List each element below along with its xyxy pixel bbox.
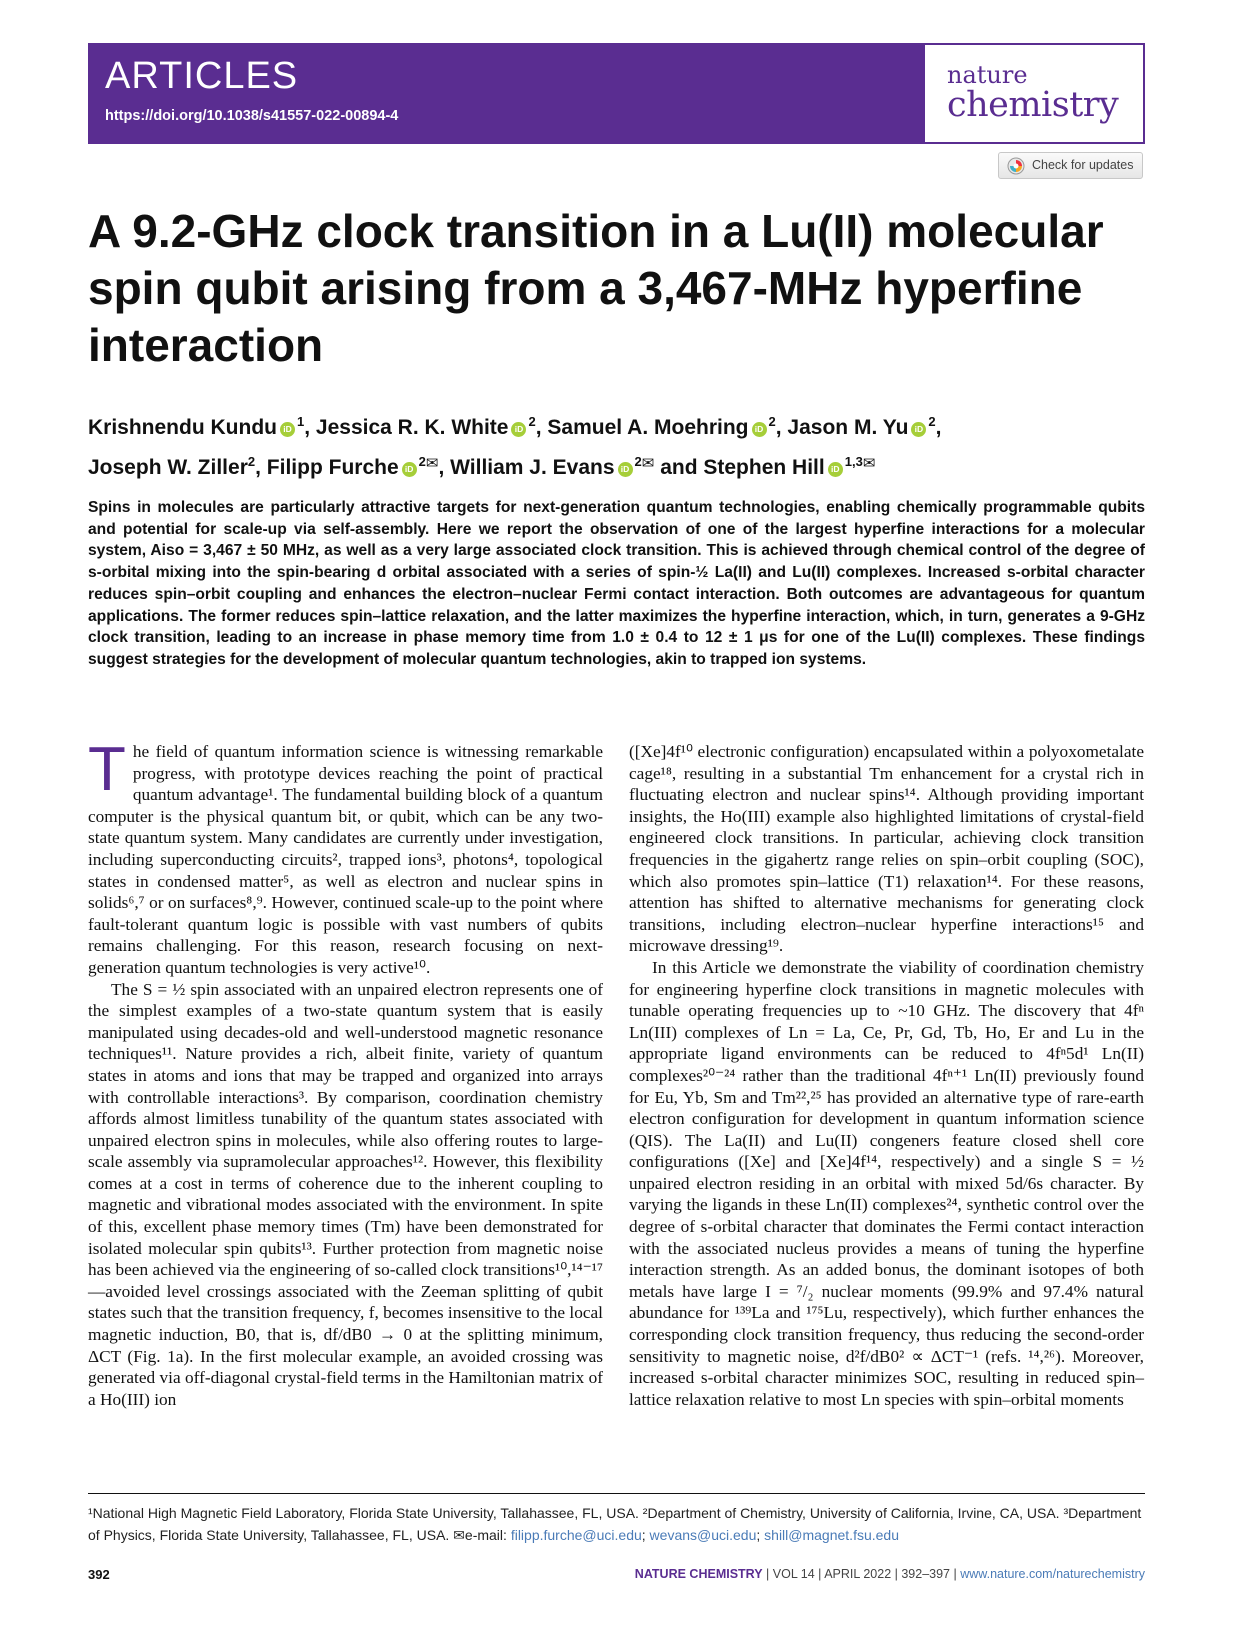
- journal-logo[interactable]: [925, 45, 1143, 142]
- author-name: Joseph W. Ziller: [88, 456, 248, 479]
- author-name: Jessica R. K. White: [315, 416, 509, 439]
- journal-url[interactable]: www.nature.com/naturechemistry: [960, 1567, 1145, 1581]
- body-paragraph: ([Xe]4f¹⁰ electronic configuration) encapsulated within a polyoxometalate cage¹⁸, resulting in a substantial Tm enhancement for a crystal rich in fluctuating electron and nuclear spins¹⁴. Although providing important insights, the Ho(III) example also highlighted limitations of crystal-field engineered clock transitions. In particular, achieving clock transition frequencies in the gigahertz range relies on spin–orbit coupling (SOC), which also promotes spin–lattice (T1) relaxation¹⁴. For these reasons, attention has shifted to alternative mechanisms for generating clock transitions, including electron–nuclear hyperfine interactions¹⁵ and microwave dressing¹⁹.: [629, 742, 1144, 956]
- crossmark-icon: [1007, 157, 1025, 175]
- orcid-icon[interactable]: iD: [828, 462, 843, 477]
- author-separator: ,: [438, 456, 445, 479]
- abstract-text: Spins in molecules are particularly attractive targets for next-generation quantum technologies, enabling chemically programmable qubits and potential for scale-up via self-assembly. Here we report the observation of one of the largest hyperfine interactions for a molecular system, Aiso = 3,467 ± 50 MHz, as well as a very large associated clock transition. This is achieved through chemical control of the degree of s-orbital mixing into the spin-bearing d orbital associated with a series of spin-½ La(II) and Lu(II) complexes. Increased s-orbital character reduces spin–orbit coupling and enhances the electron–nuclear Fermi contact interaction. Both outcomes are advantageous for quantum applications. The former reduces spin–lattice relaxation, and the latter maximizes the hyperfine interaction, which, in turn, generates a 9-GHz clock transition, leading to an increase in phase memory time from 1.0 ± 0.4 to 12 ± 1 μs for one of the Lu(II) complexes. These findings suggest strategies for the development of molecular quantum technologies, akin to trapped ion systems.: [88, 499, 1145, 668]
- orcid-icon[interactable]: iD: [511, 422, 526, 437]
- author-name: Samuel A. Moehring: [547, 416, 749, 439]
- check-for-updates-label: Check for updates: [1032, 158, 1134, 172]
- body-column-right: [629, 741, 1144, 1410]
- author-separator: ,: [935, 416, 942, 439]
- author-item[interactable]: [316, 416, 542, 439]
- journal-name: NATURE CHEMISTRY: [634, 1567, 763, 1581]
- body-paragraph: [88, 735, 603, 979]
- author-affiliation: 2: [247, 454, 256, 469]
- affiliations-text: ¹National High Magnetic Field Laboratory, Florida State University, Tallahassee, FL, USA. ²Department of Chemistry, University of California, Irvine, CA, USA. ³Department of Physics, Florida State University, Tallahassee, FL, USA. ✉e-mail:: [88, 1505, 1142, 1543]
- author-item[interactable]: [267, 456, 445, 479]
- author-item[interactable]: [547, 416, 781, 439]
- email-link[interactable]: shill@magnet.fsu.edu: [764, 1527, 899, 1543]
- author-name: Krishnendu Kundu: [88, 416, 277, 439]
- author-affiliation: 2: [418, 454, 426, 469]
- author-affiliation: 2: [528, 414, 536, 429]
- journal-footer: [635, 1567, 1145, 1581]
- email-link[interactable]: filipp.furche@uci.edu: [510, 1527, 642, 1543]
- logo-word-chemistry: chemistry: [947, 85, 1119, 125]
- body-column-left: [88, 735, 603, 1410]
- orcid-icon[interactable]: iD: [911, 422, 926, 437]
- author-affiliation: 2: [768, 414, 776, 429]
- section-label: ARTICLES: [105, 55, 299, 97]
- author-item[interactable]: [787, 416, 941, 439]
- author-name: Filipp Furche: [266, 456, 399, 479]
- author-separator: ,: [304, 416, 311, 439]
- envelope-icon[interactable]: ✉: [862, 455, 876, 472]
- orcid-icon[interactable]: iD: [402, 462, 417, 477]
- envelope-icon[interactable]: ✉: [425, 455, 439, 472]
- orcid-icon[interactable]: iD: [752, 422, 767, 437]
- article-title: A 9.2-GHz clock transition in a Lu(II) molecular spin qubit arising from a 3,467-MHz hyperfine interaction: [88, 205, 1104, 371]
- author-affiliation: 1: [296, 414, 305, 429]
- author-affiliation: 2: [928, 414, 936, 429]
- doi-link[interactable]: https://doi.org/10.1038/s41557-022-00894-4: [105, 108, 399, 124]
- drop-cap: T: [88, 735, 126, 804]
- author-item[interactable]: [703, 456, 875, 479]
- author-affiliation: 1,3: [844, 454, 863, 469]
- author-item[interactable]: [88, 456, 261, 479]
- footnote-divider: [88, 1493, 1145, 1494]
- journal-citation: | VOL 14 | APRIL 2022 | 392–397 |: [762, 1567, 961, 1581]
- affiliations-footnote: ¹National High Magnetic Field Laboratory, Florida State University, Tallahassee, FL, USA. ²Department of Chemistry, University of California, Irvine, CA, USA. ³Department of Physics, Florida State University, Tallahassee, FL, USA. ✉e-mail: filipp.furche@uci.edu; wevans@uci.edu; shill@magnet.fsu.edu: [88, 1505, 1142, 1543]
- envelope-icon[interactable]: ✉: [641, 455, 655, 472]
- check-for-updates-button[interactable]: [998, 152, 1143, 179]
- orcid-icon[interactable]: iD: [280, 422, 295, 437]
- author-name: William J. Evans: [450, 456, 615, 479]
- author-item[interactable]: [450, 456, 654, 479]
- page-number: 392: [88, 1567, 110, 1582]
- author-affiliation: 2: [634, 454, 642, 469]
- logo-word-nature: nature: [947, 61, 1028, 89]
- author-list: [88, 405, 1148, 485]
- author-name: Jason M. Yu: [787, 416, 909, 439]
- body-paragraph: The S = ½ spin associated with an unpaired electron represents one of the simplest examples of a two-state quantum system that is easily manipulated using decades-old and well-understood magnetic resonance techniques¹¹. Nature provides a rich, albeit finite, variety of quantum states in atoms and ions that may be trapped and organized into arrays with controllable interactions³. By comparison, coordination chemistry affords almost limitless tunability of the quantum states associated with unpaired electron spins in molecules, while also offering routes to large-scale assembly via supramolecular approaches¹². However, this flexibility comes at a cost in terms of coherence due to the inherent coupling to magnetic and vibrational modes associated with the environment. In spite of this, excellent phase memory times (Tm) have been demonstrated for isolated molecular spin qubits¹³. Further protection from magnetic noise has been achieved via the engineering of so-called clock transitions¹⁰,¹⁴⁻¹⁷—avoided level crossings associated with the Zeeman splitting of qubit states such that the transition frequency, f, becomes insensitive to the local magnetic induction, B0, that is, df/dB0 → 0 at the splitting minimum, ΔCT (Fig. 1a). In the first molecular example, an avoided crossing was generated via off-diagonal crystal-field terms in the Hamiltonian matrix of a Ho(III) ion: [88, 979, 603, 1409]
- abstract: [88, 497, 1145, 671]
- author-separator: ,: [775, 416, 782, 439]
- email-link[interactable]: wevans@uci.edu: [649, 1527, 757, 1543]
- orcid-icon[interactable]: iD: [618, 462, 633, 477]
- author-conjunction: and: [660, 456, 698, 479]
- header-banner: [88, 43, 1145, 144]
- body-paragraph: In this Article we demonstrate the viability of coordination chemistry for engineering hyperfine clock transitions in magnetic molecules with tunable operating frequencies up to ~10 GHz. The discovery that 4fⁿ Ln(III) complexes of Ln = La, Ce, Pr, Gd, Tb, Ho, Er and Lu in the appropriate ligand environments can be reduced to 4fⁿ5d¹ Ln(II) complexes²⁰⁻²⁴ rather than the traditional 4fⁿ⁺¹ Ln(II) previously found for Eu, Yb, Sm and Tm²²,²⁵ has provided an alternative type of rare-earth electron configuration for development in quantum information science (QIS). The La(II) and Lu(II) congeners feature closed shell core configurations ([Xe] and [Xe]4f¹⁴, respectively) and a single S = ½ unpaired electron residing in an orbital with mixed 5d/6s character. By varying the ligands in these Ln(II) complexes²⁴, synthetic control over the degree of s-orbital character that dominates the Fermi contact interaction with the associated nucleus provides a means of tuning the hyperfine interaction strength. As an added bonus, the dominant isotopes of both metals have large I = ⁷/₂ nuclear moments (99.9% and 97.4% natural abundance for ¹³⁹La and ¹⁷⁵Lu, respectively), which further enhances the corresponding clock transition frequency, thus reducing the second-order sensitivity to magnetic noise, d²f/dB0² ∝ ΔCT⁻¹ (refs. ¹⁴,²⁶). Moreover, increased s-orbital character minimizes SOC, resulting in reduced spin–lattice relaxation relative to most Ln species with spin–orbital moments: [629, 957, 1144, 1409]
- author-name: Stephen Hill: [703, 456, 825, 479]
- paragraph-text: he field of quantum information science is witnessing remarkable progress, with prototype devices reaching the point of practical quantum advantage¹. The fundamental building block of a quantum computer is the physical quantum bit, or qubit, which can be any two-state quantum system. Many candidates are currently under investigation, including superconducting circuits², trapped ions³, photons⁴, topological states in condensed matter⁵, as well as electron and nuclear spins in solids⁶,⁷ or on surfaces⁸,⁹. However, continued scale-up to the point where fault-tolerant quantum logic is possible with vast numbers of qubits remains challenging. For this reason, research focusing on next-generation quantum technologies is very active¹⁰.: [88, 742, 603, 977]
- author-separator: ,: [535, 416, 542, 439]
- author-item[interactable]: [88, 416, 310, 439]
- author-separator: ,: [255, 456, 261, 479]
